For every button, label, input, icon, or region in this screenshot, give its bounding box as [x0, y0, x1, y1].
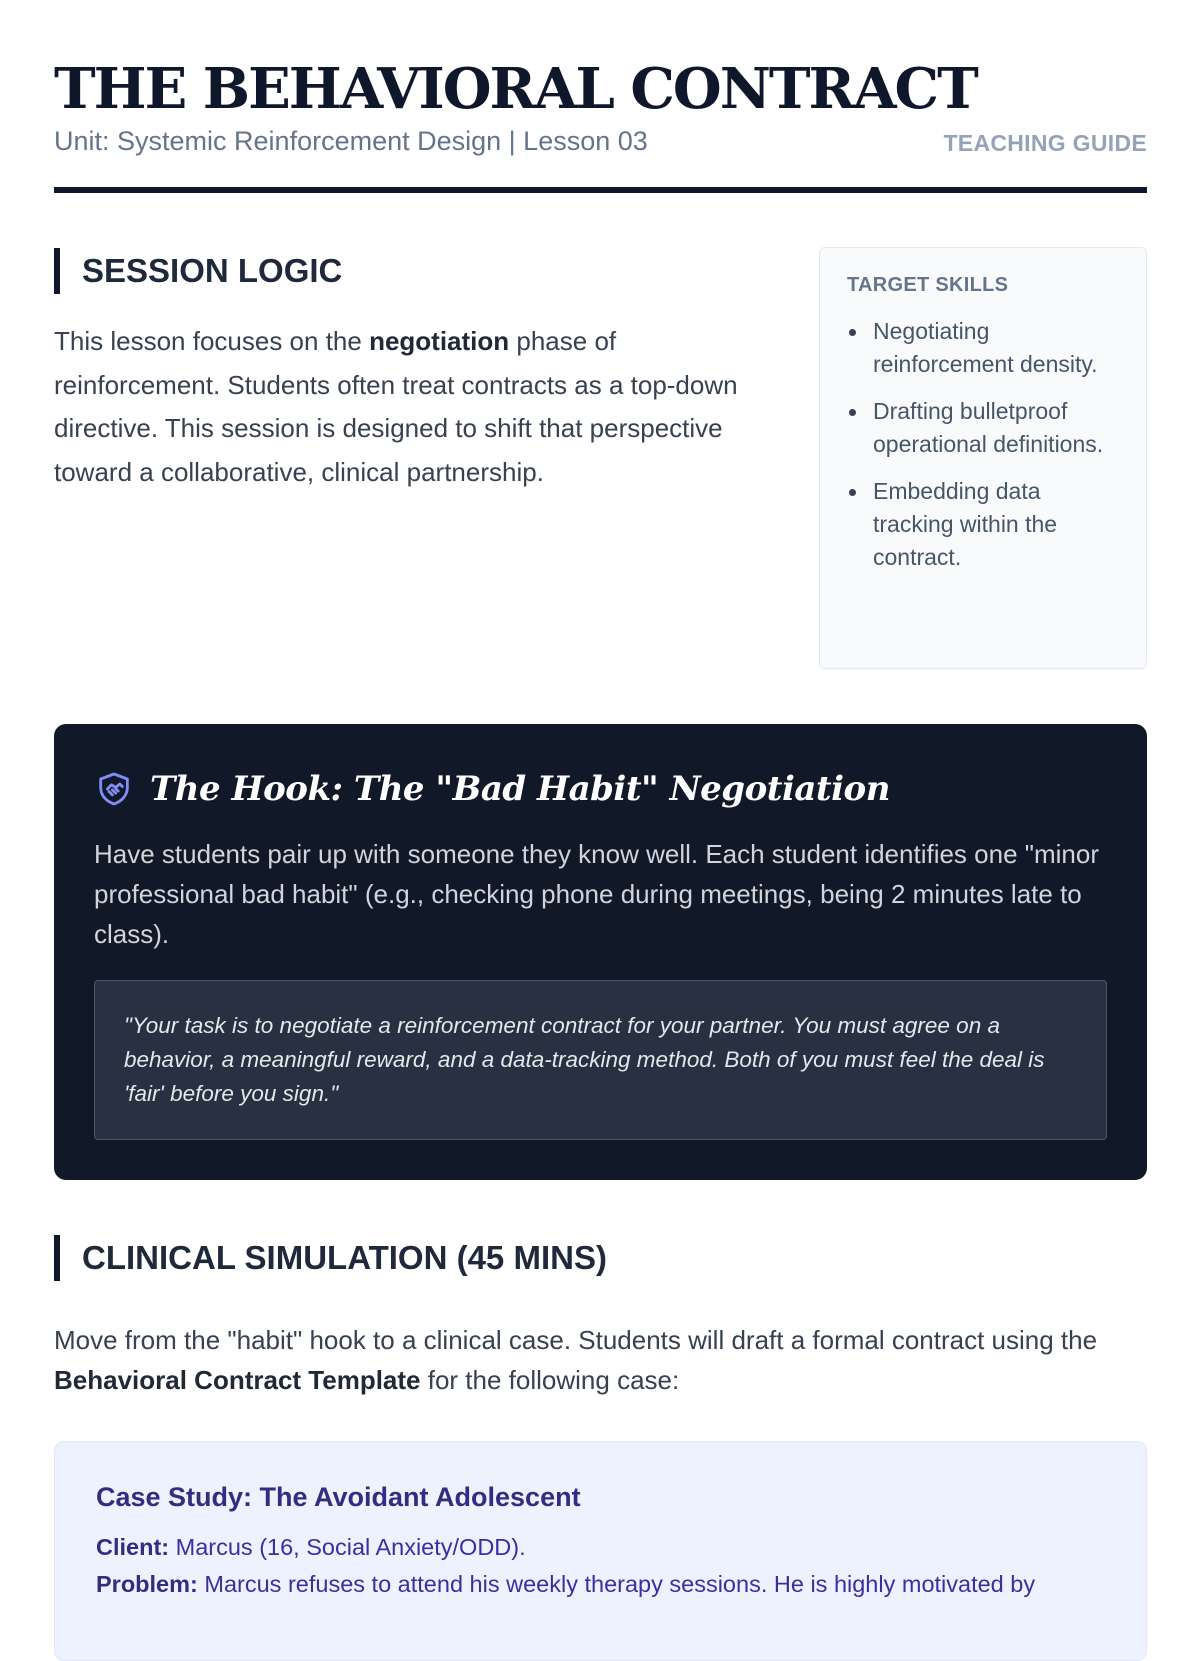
- target-skill-item: Drafting bulletproof operational definitions.: [847, 395, 1120, 461]
- simulation-text-start: Move from the "habit" hook to a clinical case. Students will draft a formal contract using the: [54, 1325, 1098, 1355]
- handshake-shield-icon: [94, 769, 134, 809]
- session-logic-text-start: This lesson focuses on the: [54, 326, 370, 356]
- case-problem-line: [96, 1566, 1106, 1603]
- document-title: THE BEHAVIORAL CONTRACT: [54, 56, 977, 122]
- document-type-tag: TEACHING GUIDE: [943, 130, 1147, 156]
- document-subtitle: Unit: Systemic Reinforcement Design | Lesson 03: [54, 126, 648, 156]
- target-skills-list: [847, 315, 1120, 574]
- session-logic-emphasis: negotiation: [369, 326, 510, 356]
- case-client-label: Client:: [96, 1534, 170, 1560]
- simulation-text-end: for the following case:: [420, 1365, 680, 1395]
- target-skill-item: Embedding data tracking within the contract.: [847, 475, 1120, 574]
- hook-header: [94, 764, 1107, 814]
- case-problem-value: Marcus refuses to attend his weekly therapy sessions. He is highly motivated by: [197, 1571, 1036, 1597]
- simulation-paragraph: [54, 1320, 1147, 1400]
- target-skills-card: [819, 247, 1147, 669]
- case-study-title: Case Study: The Avoidant Adolescent: [96, 1482, 581, 1512]
- hook-title: The Hook: The "Bad Habit" Negotiation: [150, 769, 890, 809]
- case-problem-label: Problem:: [96, 1571, 198, 1597]
- hook-prompt-quote: "Your task is to negotiate a reinforcement contract for your partner. You must agree on a behavior, a meaningful reward, and a data-tracking method. Both of you must feel the deal is 'fair' before you sign.": [94, 980, 1107, 1140]
- section-heading-clinical-simulation: CLINICAL SIMULATION (45 MINS): [54, 1235, 607, 1281]
- session-logic-text-end: phase of reinforcement. Students often treat contracts as a top-down directive. This session is designed to shift that perspective toward a collaborative, clinical partnership.: [54, 326, 738, 487]
- hook-instructions: Have students pair up with someone they know well. Each student identifies one "minor professional bad habit" (e.g., checking phone during meetings, being 2 minutes late to class).: [94, 839, 1099, 949]
- case-client-value: Marcus (16, Social Anxiety/ODD).: [169, 1534, 526, 1560]
- case-study-card: [54, 1441, 1147, 1661]
- header-divider: [54, 187, 1147, 193]
- case-client-line: [96, 1529, 1106, 1566]
- hook-activity-card: [54, 724, 1147, 1180]
- target-skill-item: Negotiating reinforcement density.: [847, 315, 1120, 381]
- section-heading-session-logic: SESSION LOGIC: [54, 248, 342, 294]
- simulation-template-name: Behavioral Contract Template: [54, 1365, 421, 1395]
- session-logic-paragraph: [54, 320, 774, 494]
- target-skills-title: TARGET SKILLS: [847, 274, 1009, 296]
